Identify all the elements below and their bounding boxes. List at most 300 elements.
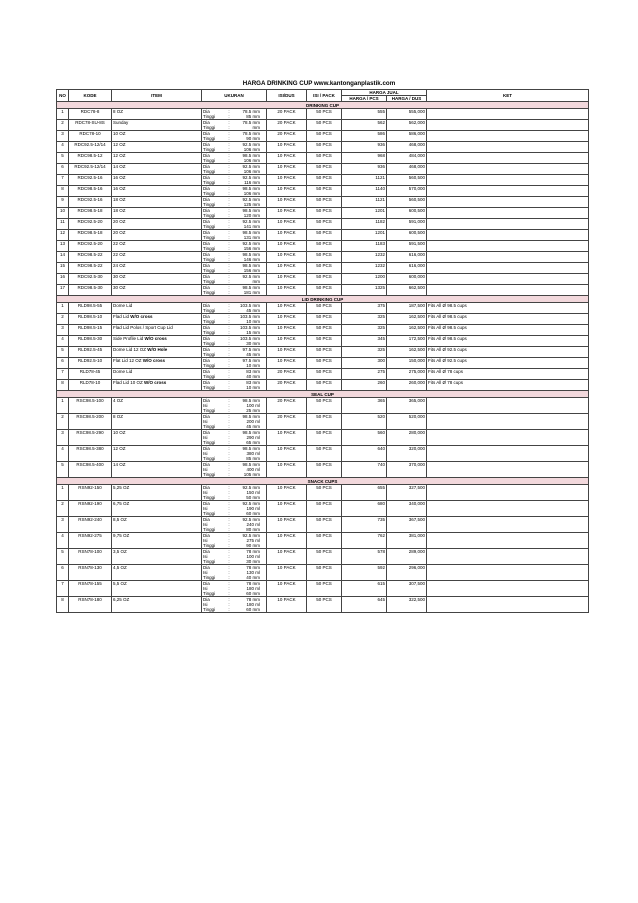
ukuran-value: 78 mm [246,549,260,554]
ukuran-colon: : [228,597,230,602]
cell-harga-pcs: 275 [342,369,387,380]
cell-ukuran [202,131,267,142]
cell-ukuran [202,241,267,252]
ukuran-value: 125 mm [243,202,260,207]
cell-harga-dus: 662,500 [387,285,427,296]
ukuran-colon: : [228,506,230,511]
ukuran-label: Tinggi [203,268,216,273]
cell-item [112,120,202,131]
ukuran-colon: : [228,363,230,368]
cell-kode: RDC98.5-16 [69,186,112,197]
ukuran-label: Dia [203,153,210,158]
cell-isi-pack: 50 PCS [307,380,342,391]
ukuran-colon: : [228,341,230,346]
cell-item [112,533,202,549]
ukuran-value: 60 mm [246,607,260,612]
ukuran-label: Dia [203,398,210,403]
item-text: 8,5 OZ [113,517,127,522]
ukuran-label: Tinggi [203,158,216,163]
ukuran-label: Tinggi [203,319,216,324]
ukuran-value: 60 mm [246,591,260,596]
cell-item [112,485,202,501]
ukuran-colon: : [228,142,230,147]
cell-kode: RSN92-275 [69,533,112,549]
cell-harga-dus: 275,000 [387,369,427,380]
ukuran-label: Dia [203,186,210,191]
ukuran-colon: : [228,451,230,456]
cell-harga-pcs: 325 [342,314,387,325]
cell-kode: RDC92.5-16 [69,197,112,208]
cell-isi-dus: 20 PACK [267,120,307,131]
cell-kode: RLD98.5-15 [69,325,112,336]
cell-ukuran [202,314,267,325]
cell-ukuran [202,219,267,230]
cell-ukuran [202,565,267,581]
table-row [57,109,589,120]
cell-no: 3 [57,325,69,336]
ukuran-line [203,330,265,335]
cell-ukuran [202,142,267,153]
ukuran-value: 92.5 mm [242,164,260,169]
ukuran-colon: : [228,511,230,516]
table-row [57,175,589,186]
ukuran-colon: : [228,263,230,268]
cell-harga-dus: 600,500 [387,208,427,219]
cell-no: 4 [57,142,69,153]
cell-item [112,581,202,597]
ukuran-value: 92.5 mm [242,533,260,538]
cell-no: 2 [57,414,69,430]
cell-ukuran [202,303,267,314]
cell-harga-dus: 327,500 [387,485,427,501]
cell-kode: RDC98.5-18 [69,230,112,241]
ukuran-colon: : [228,385,230,390]
ukuran-colon: : [228,549,230,554]
cell-harga-pcs: 1232 [342,263,387,274]
cell-kode: RLD78-10 [69,380,112,391]
ukuran-value: 98.5 mm [242,446,260,451]
table-row [57,462,589,478]
item-text: 10 OZ [113,430,126,435]
cell-isi-pack: 50 PCS [307,430,342,446]
cell-isi-dus: 10 PACK [267,208,307,219]
cell-harga-pcs: 578 [342,549,387,565]
cell-no: 8 [57,186,69,197]
cell-harga-pcs: 560 [342,430,387,446]
cell-isi-dus: 10 PACK [267,533,307,549]
ukuran-colon: : [228,125,230,130]
cell-isi-pack: 50 PCS [307,263,342,274]
item-text: 14 OZ [113,462,126,467]
ukuran-value: 92.5 mm [242,517,260,522]
cell-kode: RSN78-180 [69,597,112,613]
ukuran-label: Isi [203,506,208,511]
cell-isi-dus: 10 PACK [267,517,307,533]
ukuran-label: Tinggi [203,257,216,262]
table-row [57,336,589,347]
cell-isi-dus: 20 PACK [267,414,307,430]
ukuran-value: 78.5 mm [242,120,260,125]
ukuran-label: Dia [203,336,210,341]
cell-item [112,153,202,164]
ukuran-value: 92.5 mm [242,241,260,246]
item-text: 3,5 OZ [113,549,127,554]
ukuran-line [203,374,265,379]
table-row [57,142,589,153]
ukuran-colon: : [228,467,230,472]
table-row [57,446,589,462]
cell-isi-dus: 10 PACK [267,303,307,314]
ukuran-value: 180 ml [246,602,260,607]
item-text: 18 OZ [113,208,126,213]
cell-harga-pcs: 640 [342,446,387,462]
ukuran-colon: : [228,485,230,490]
cell-ket: Fits All Ø 98.5 cups [427,336,589,347]
cell-ket [427,430,589,446]
header-no: NO [57,90,69,102]
table-row [57,565,589,581]
cell-no: 2 [57,314,69,325]
ukuran-colon: : [228,559,230,564]
ukuran-label: Tinggi [203,136,216,141]
ukuran-value: 98.5 mm [242,252,260,257]
cell-ket [427,485,589,501]
ukuran-label: Dia [203,285,210,290]
cell-item [112,109,202,120]
cell-ket [427,186,589,197]
ukuran-colon: : [228,408,230,413]
ukuran-label: Isi [203,602,208,607]
cell-isi-pack: 50 PCS [307,325,342,336]
cell-ket [427,142,589,153]
cell-isi-dus: 10 PACK [267,565,307,581]
cell-ukuran [202,336,267,347]
ukuran-colon: : [228,268,230,273]
ukuran-label: Dia [203,208,210,213]
cell-ukuran [202,533,267,549]
ukuran-colon: : [228,246,230,251]
cell-isi-pack: 50 PCS [307,549,342,565]
cell-harga-pcs: 680 [342,501,387,517]
cell-item [112,142,202,153]
ukuran-colon: : [228,527,230,532]
table-row [57,581,589,597]
ukuran-label: Dia [203,164,210,169]
ukuran-label: Dia [203,549,210,554]
ukuran-colon: : [228,533,230,538]
ukuran-label: Tinggi [203,424,216,429]
cell-isi-dus: 10 PACK [267,142,307,153]
ukuran-line [203,385,265,390]
cell-harga-dus: 468,000 [387,164,427,175]
ukuran-colon: : [228,575,230,580]
cell-item [112,274,202,285]
ukuran-label: Dia [203,230,210,235]
item-text: 12 OZ [113,142,126,147]
cell-no: 4 [57,336,69,347]
ukuran-label: Dia [203,219,210,224]
item-text: 4 OZ [113,398,124,403]
ukuran-label: Dia [203,581,210,586]
ukuran-colon: : [228,235,230,240]
cell-ket [427,597,589,613]
cell-kode: RLD92.5-10 [69,358,112,369]
ukuran-value: 50 mm [246,495,260,500]
cell-kode: RDC92.5-16 [69,175,112,186]
cell-ukuran [202,462,267,478]
item-text: 14 OZ [113,164,126,169]
cell-harga-dus: 307,500 [387,581,427,597]
table-row [57,274,589,285]
table-row [57,314,589,325]
cell-item [112,131,202,142]
cell-no: 1 [57,109,69,120]
cell-kode: RSC98.5-290 [69,430,112,446]
item-text: 10 OZ [113,131,126,136]
ukuran-label: Dia [203,533,210,538]
cell-ukuran [202,274,267,285]
cell-kode: RSC98.5-100 [69,398,112,414]
cell-ket: Fits All Ø 98.5 cups [427,325,589,336]
section-title: SNACK CUPS [57,478,589,485]
ukuran-label: Dia [203,517,210,522]
cell-ket [427,230,589,241]
ukuran-value: 100 ml [246,554,260,559]
cell-ukuran [202,347,267,358]
ukuran-label: Tinggi [203,385,216,390]
ukuran-colon: : [228,308,230,313]
cell-isi-dus: 10 PACK [267,549,307,565]
table-row [57,347,589,358]
ukuran-line [203,290,265,295]
cell-no: 5 [57,347,69,358]
ukuran-colon: : [228,581,230,586]
cell-harga-dus: 484,000 [387,153,427,164]
table-row [57,549,589,565]
cell-kode: RDC92.5-20 [69,241,112,252]
ukuran-value: 98.5 mm [242,208,260,213]
cell-item [112,208,202,219]
cell-harga-pcs: 1201 [342,208,387,219]
cell-kode: RLD92.5-45 [69,347,112,358]
cell-harga-pcs: 615 [342,581,387,597]
section-title: SEAL CUP [57,391,589,398]
ukuran-colon: : [228,554,230,559]
ukuran-value: 45 mm [246,308,260,313]
ukuran-value: 98.5 mm [242,462,260,467]
cell-ukuran [202,197,267,208]
cell-isi-dus: 10 PACK [267,325,307,336]
ukuran-colon: : [228,414,230,419]
ukuran-label: Dia [203,501,210,506]
ukuran-colon: : [228,224,230,229]
ukuran-value: 97.5 mm [242,347,260,352]
cell-isi-dus: 10 PACK [267,263,307,274]
cell-ukuran [202,501,267,517]
ukuran-label: Tinggi [203,330,216,335]
cell-harga-dus: 172,500 [387,336,427,347]
ukuran-value: 92.5 mm [242,501,260,506]
cell-ket [427,263,589,274]
cell-kode: RSC98.5-380 [69,446,112,462]
table-row [57,533,589,549]
ukuran-label: Dia [203,252,210,257]
ukuran-label: Dia [203,241,210,246]
ukuran-colon: : [228,241,230,246]
ukuran-colon: : [228,538,230,543]
cell-isi-dus: 10 PACK [267,430,307,446]
cell-isi-pack: 50 PCS [307,485,342,501]
table-row [57,263,589,274]
cell-ket [427,109,589,120]
ukuran-label: Isi [203,586,208,591]
cell-ket [427,274,589,285]
ukuran-line [203,341,265,346]
ukuran-label: Tinggi [203,440,216,445]
cell-harga-pcs: 375 [342,303,387,314]
ukuran-label: Isi [203,522,208,527]
cell-kode: RSN92-150 [69,485,112,501]
ukuran-value: 100 ml [246,403,260,408]
cell-harga-pcs: 365 [342,398,387,414]
cell-ket [427,398,589,414]
ukuran-value: 10 mm [246,319,260,324]
ukuran-colon: : [228,517,230,522]
cell-ket [427,581,589,597]
ukuran-value: 180 ml [246,586,260,591]
cell-isi-pack: 50 PCS [307,581,342,597]
ukuran-value: 97.5 mm [242,358,260,363]
ukuran-line [203,213,265,218]
item-text: 6,75 OZ [113,501,130,506]
cell-kode: RLD98.5-55 [69,303,112,314]
cell-isi-pack: 50 PCS [307,142,342,153]
cell-kode: RDC92.5-20 [69,219,112,230]
cell-ukuran [202,358,267,369]
ukuran-colon: : [228,330,230,335]
item-text: Dome Lid [113,369,133,374]
ukuran-line [203,607,265,612]
ukuran-colon: : [228,440,230,445]
cell-no: 1 [57,485,69,501]
cell-isi-dus: 10 PACK [267,314,307,325]
cell-harga-dus: 560,500 [387,175,427,186]
cell-harga-pcs: 555 [342,109,387,120]
ukuran-label: Dia [203,414,210,419]
cell-ukuran [202,369,267,380]
ukuran-value: 98.5 mm [242,414,260,419]
ukuran-label: Dia [203,175,210,180]
ukuran-value: mm [252,125,260,130]
ukuran-value: 380 ml [246,451,260,456]
ukuran-label: Dia [203,565,210,570]
ukuran-colon: : [228,522,230,527]
cell-harga-dus: 162,500 [387,325,427,336]
ukuran-value: 106 mm [243,191,260,196]
cell-no: 6 [57,164,69,175]
table-row [57,398,589,414]
cell-item [112,414,202,430]
cell-no: 4 [57,446,69,462]
cell-ukuran [202,263,267,274]
cell-ket [427,197,589,208]
cell-isi-dus: 20 PACK [267,131,307,142]
cell-harga-pcs: 1232 [342,252,387,263]
ukuran-colon: : [228,490,230,495]
ukuran-label: Isi [203,419,208,424]
cell-no: 4 [57,533,69,549]
cell-item [112,263,202,274]
cell-kode: RSN92-190 [69,501,112,517]
ukuran-colon: : [228,358,230,363]
cell-no: 15 [57,263,69,274]
cell-ket [427,565,589,581]
page-title: HARGA DRINKING CUP www.kantonganplastik.com [242,80,396,87]
cell-no: 2 [57,501,69,517]
ukuran-colon: : [228,230,230,235]
ukuran-colon: : [228,336,230,341]
cell-item [112,175,202,186]
header-harga-jual: HARGA JUAL [342,90,427,96]
ukuran-label: Tinggi [203,180,216,185]
cell-isi-dus: 10 PACK [267,274,307,285]
cell-kode: RDC98.5-22 [69,263,112,274]
ukuran-line [203,114,265,119]
ukuran-label: Tinggi [203,363,216,368]
cell-item [112,314,202,325]
ukuran-colon: : [228,114,230,119]
cell-item [112,565,202,581]
cell-ukuran [202,175,267,186]
cell-isi-pack: 50 PCS [307,186,342,197]
cell-isi-dus: 10 PACK [267,581,307,597]
cell-isi-dus: 10 PACK [267,219,307,230]
cell-no: 5 [57,549,69,565]
table-row [57,303,589,314]
cell-ket [427,120,589,131]
ukuran-colon: : [228,380,230,385]
section-header [57,296,589,303]
item-text: Sunday [113,120,129,125]
header-ket: KET [427,90,589,102]
table-row [57,517,589,533]
ukuran-colon: : [228,586,230,591]
cell-isi-dus: 10 PACK [267,252,307,263]
ukuran-colon: : [228,120,230,125]
ukuran-colon: : [228,136,230,141]
cell-isi-pack: 50 PCS [307,462,342,478]
item-text: 4,5 OZ [113,565,127,570]
ukuran-label: Tinggi [203,575,216,580]
cell-harga-dus: 365,000 [387,398,427,414]
item-text: 8 OZ [113,109,124,114]
cell-isi-pack: 50 PCS [307,175,342,186]
cell-isi-dus: 10 PACK [267,462,307,478]
ukuran-value: 45 mm [246,352,260,357]
cell-harga-pcs: 1121 [342,197,387,208]
ukuran-line [203,495,265,500]
ukuran-value: 65 mm [246,440,260,445]
ukuran-line [203,424,265,429]
cell-ket [427,153,589,164]
table-row [57,153,589,164]
cell-ukuran [202,517,267,533]
cell-isi-pack: 50 PCS [307,164,342,175]
cell-ket [427,219,589,230]
ukuran-colon: : [228,446,230,451]
cell-harga-dus: 162,500 [387,314,427,325]
ukuran-value: 98.5 mm [242,186,260,191]
